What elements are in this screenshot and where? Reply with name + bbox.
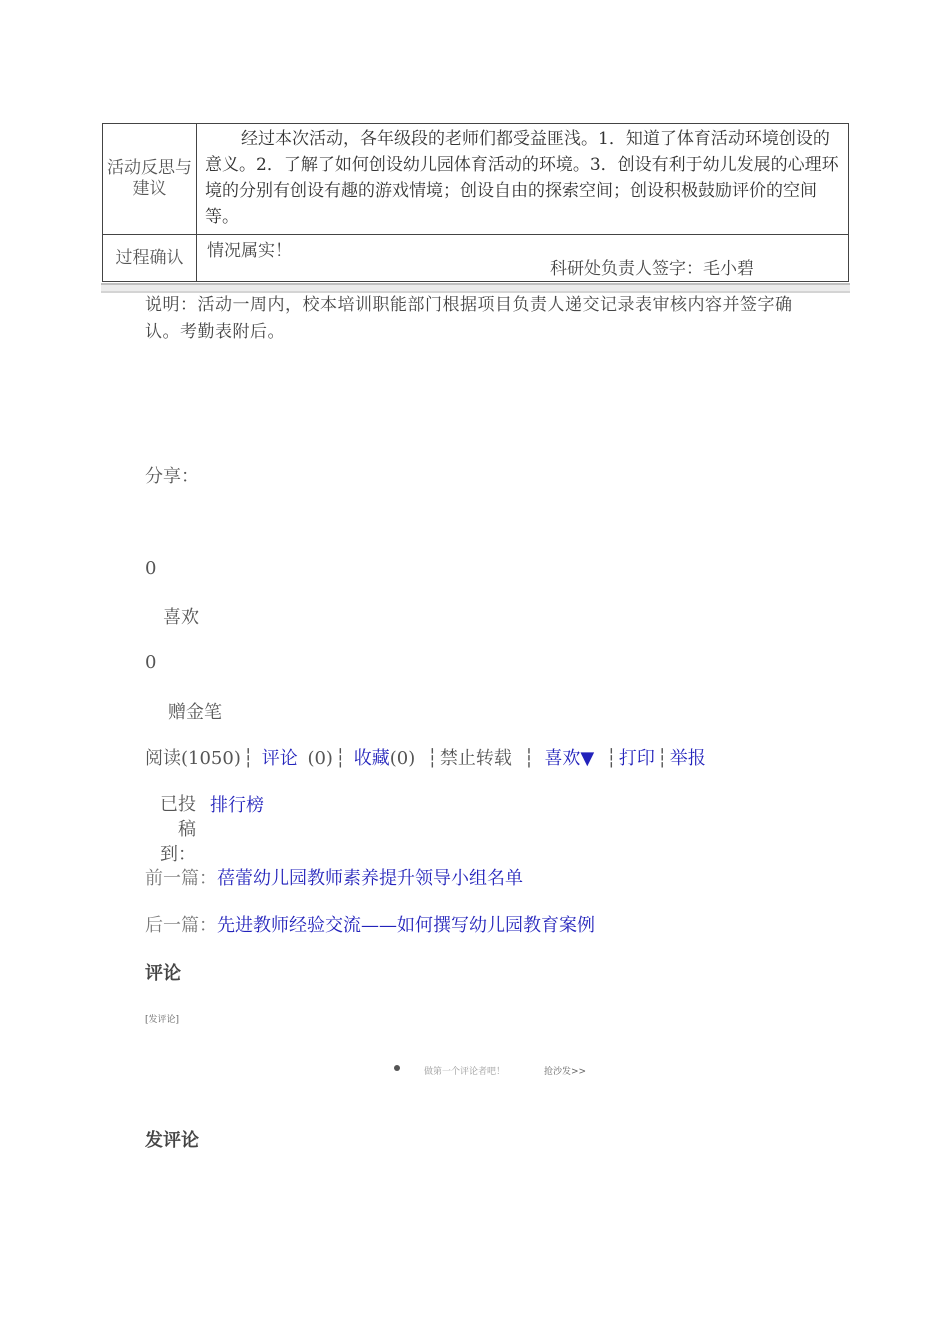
separator: ┆: [523, 748, 535, 769]
print-link[interactable]: 打印: [618, 748, 655, 769]
confirm-text: 情况属实！: [207, 241, 292, 261]
action-bar: [145, 744, 706, 770]
ranking-link[interactable]: 排行榜: [210, 795, 264, 816]
next-label: 后一篇：: [145, 915, 217, 936]
signature-text: 科研处负责人签字：毛小碧: [550, 259, 754, 279]
reflection-label-cell: [103, 124, 197, 235]
report-link[interactable]: 举报: [669, 748, 706, 769]
empty-comment-text: 做第一个评论者吧！: [424, 1067, 506, 1077]
separator: ┆: [606, 748, 617, 769]
pen-count: 0: [145, 652, 157, 673]
separator: ┆: [427, 748, 438, 769]
reflection-label: 活动反思与建议: [107, 158, 192, 199]
reflection-cell: [197, 124, 849, 235]
prev-article: [145, 864, 523, 890]
activity-record-table: [102, 123, 849, 282]
like-count: 0: [145, 558, 157, 579]
next-article-link[interactable]: 先进教师经验交流——如何撰写幼儿园教育案例: [217, 915, 595, 936]
favorite-count: (0): [389, 748, 416, 769]
no-repost-text: 禁止转载: [439, 748, 512, 769]
reflection-text: 经过本次活动，各年级段的老师们都受益匪浅。1．知道了体育活动环境创设的意义。2．了解了如何创设幼儿园体育活动的环境。3．创设有利于幼儿发展的心理环境的分别有创设有趣的游戏情境；创设自由的探索空间；创设积极鼓励评价的空间等。: [205, 129, 839, 227]
comment-link[interactable]: 评论: [261, 748, 298, 769]
favorite-link[interactable]: 收藏: [353, 748, 390, 769]
confirm-cell: [197, 235, 849, 282]
post-comment-link[interactable]: [发评论]: [145, 1015, 180, 1025]
gift-pen-button[interactable]: 赠金笔: [168, 702, 222, 723]
separator: ┆: [656, 748, 668, 769]
confirm-label: 过程确认: [115, 247, 184, 268]
sofa-link[interactable]: 抢沙发>>: [544, 1067, 587, 1077]
comment-count: (0): [307, 748, 333, 769]
submitted-label: 已投稿到：: [160, 794, 196, 865]
bullet-icon: [394, 1065, 400, 1071]
read-count: 阅读(1050): [145, 748, 241, 769]
like-button[interactable]: 喜欢: [163, 607, 199, 628]
like-dropdown-link[interactable]: 喜欢▼: [544, 748, 595, 769]
share-label: 分享：: [145, 466, 199, 487]
confirm-label-cell: [103, 235, 197, 282]
separator: ┆: [334, 748, 346, 769]
prev-article-link[interactable]: 蓓蕾幼儿园教师素养提升领导小组名单: [217, 868, 523, 889]
next-article: [145, 911, 595, 937]
prev-label: 前一篇：: [145, 868, 217, 889]
post-comment-heading: 发评论: [145, 1130, 199, 1151]
note-text: 说明：活动一周内，校本培训职能部门根据项目负责人递交记录表审核内容并签字确认。考勤表附后。: [145, 295, 793, 342]
separator: ┆: [242, 748, 254, 769]
comments-heading: 评论: [145, 963, 181, 984]
